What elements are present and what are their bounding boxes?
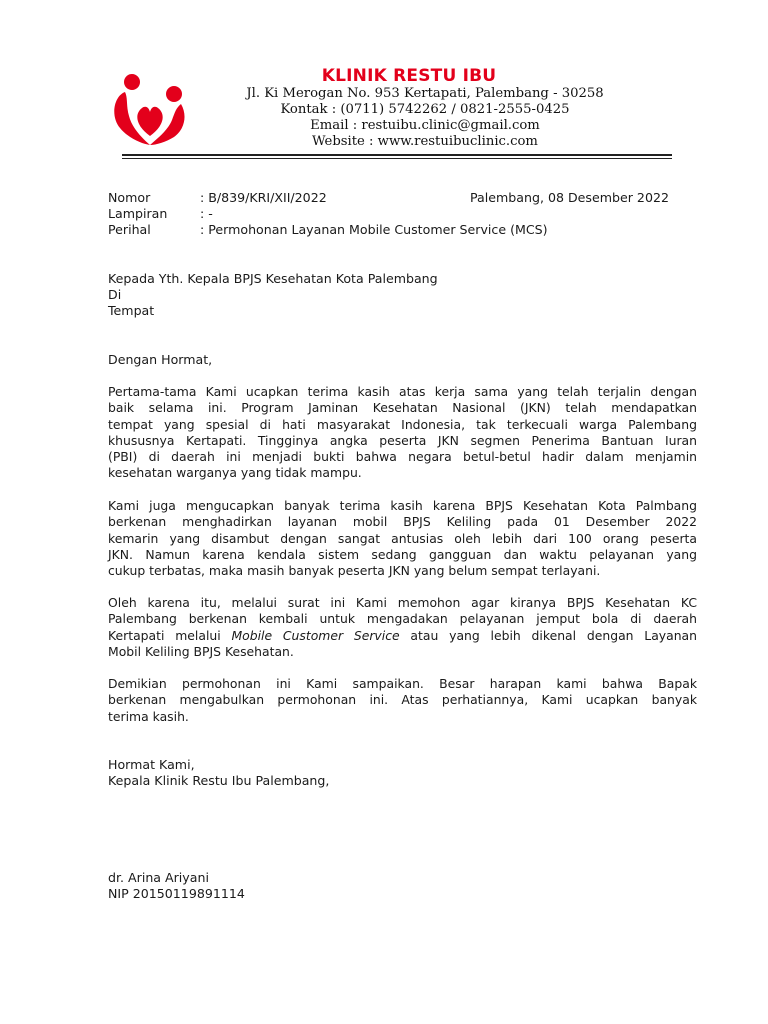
paragraph-1 — [108, 384, 697, 482]
paragraph-line: Pertama-tama Kami ucapkan terima kasih atas kerja sama yang telah terjalin dengan — [108, 384, 697, 399]
mcs-italic-term: Mobile Customer Service — [231, 627, 400, 643]
letter-date: Palembang, 08 Desember 2022 — [470, 190, 669, 205]
closing-position: Kepala Klinik Restu Ibu Palembang, — [108, 773, 330, 788]
paragraph-line-mixed — [108, 628, 697, 644]
lampiran-value: : - — [200, 206, 213, 221]
mother-heart-logo — [112, 70, 188, 146]
paragraph-line: berkenan menghadirkan layanan mobil BPJS Keliling pada 01 Desember 2022 — [108, 514, 697, 530]
paragraph-3 — [108, 595, 697, 660]
paragraph-line: khususnya Kertapati. Tingginya angka peserta JKN segmen Penerima Bantuan Iuran — [108, 432, 697, 448]
paragraph-line: Mobil Keliling BPJS Kesehatan. — [108, 643, 294, 659]
signer-name: dr. Arina Ariyani — [108, 870, 209, 885]
nomor-label: Nomor — [108, 190, 151, 205]
paragraph-text: Kertapati melalui — [108, 627, 232, 643]
closing-regards: Hormat Kami, — [108, 757, 195, 772]
letterhead-divider — [122, 154, 672, 156]
recipient-tempat: Tempat — [108, 303, 155, 318]
paragraph-line: Oleh karena itu, melalui surat ini Kami memohon agar kiranya BPJS Kesehatan KC — [108, 595, 697, 610]
paragraph-line: terima kasih. — [108, 708, 189, 724]
letterhead-divider-thin — [122, 158, 672, 159]
clinic-name: KLINIK RESTU IBU — [321, 66, 497, 86]
nomor-value: : B/839/KRI/XII/2022 — [200, 190, 327, 205]
paragraph-line: tempat yang spesial di hati masyarakat Indonesia, tak terkecuali warga Palembang — [108, 416, 697, 432]
clinic-website: Website : www.restuibuclinic.com — [312, 134, 538, 149]
paragraph-line: JKN. Namun karena kendala sistem sedang gangguan dan waktu pelayanan yang — [108, 546, 697, 562]
recipient-di: Di — [108, 287, 122, 302]
recipient-line: Kepada Yth. Kepala BPJS Kesehatan Kota Palembang — [108, 271, 438, 286]
paragraph-line: kemarin yang disambut dengan sangat antusias oleh lebih dari 100 orang peserta — [108, 530, 697, 546]
paragraph-line: berkenan mengabulkan permohonan ini. Atas perhatiannya, Kami ucapkan banyak — [108, 692, 697, 708]
signer-nip: NIP 20150119891114 — [108, 886, 245, 901]
clinic-email: Email : restuibu.clinic@gmail.com — [310, 118, 540, 133]
salutation: Dengan Hormat, — [108, 352, 213, 367]
paragraph-line: Kami juga mengucapkan banyak terima kasih karena BPJS Kesehatan Kota Palmbang — [108, 498, 697, 513]
paragraph-line: Demikian permohonan ini Kami sampaikan. Besar harapan kami bahwa Bapak — [108, 676, 697, 691]
clinic-contact: Kontak : (0711) 5742262 / 0821-2555-0425 — [280, 102, 570, 117]
paragraph-2 — [108, 498, 697, 579]
paragraph-line: (PBI) di daerah ini menjadi bukti bahwa negara betul-betul hadir dalam menjamin — [108, 449, 697, 465]
paragraph-line: baik selama ini. Program Jaminan Kesehatan Nasional (JKN) telah mendapatkan — [108, 400, 697, 416]
perihal-label: Perihal — [108, 222, 151, 237]
paragraph-4 — [108, 676, 697, 725]
clinic-address: Jl. Ki Merogan No. 953 Kertapati, Palembang - 30258 — [246, 86, 604, 101]
paragraph-line: kesehatan warganya yang tidak mampu. — [108, 465, 362, 481]
paragraph-line: Palembang berkenan kembali untuk mengadakan pelayanan jemput bola di daerah — [108, 611, 697, 627]
lampiran-label: Lampiran — [108, 206, 168, 221]
paragraph-line: cukup terbatas, maka masih banyak peserta JKN yang belum sempat terlayani. — [108, 563, 601, 579]
perihal-value: : Permohonan Layanan Mobile Customer Service (MCS) — [200, 222, 548, 237]
paragraph-text: atau yang lebih dikenal dengan Layanan — [399, 627, 698, 643]
